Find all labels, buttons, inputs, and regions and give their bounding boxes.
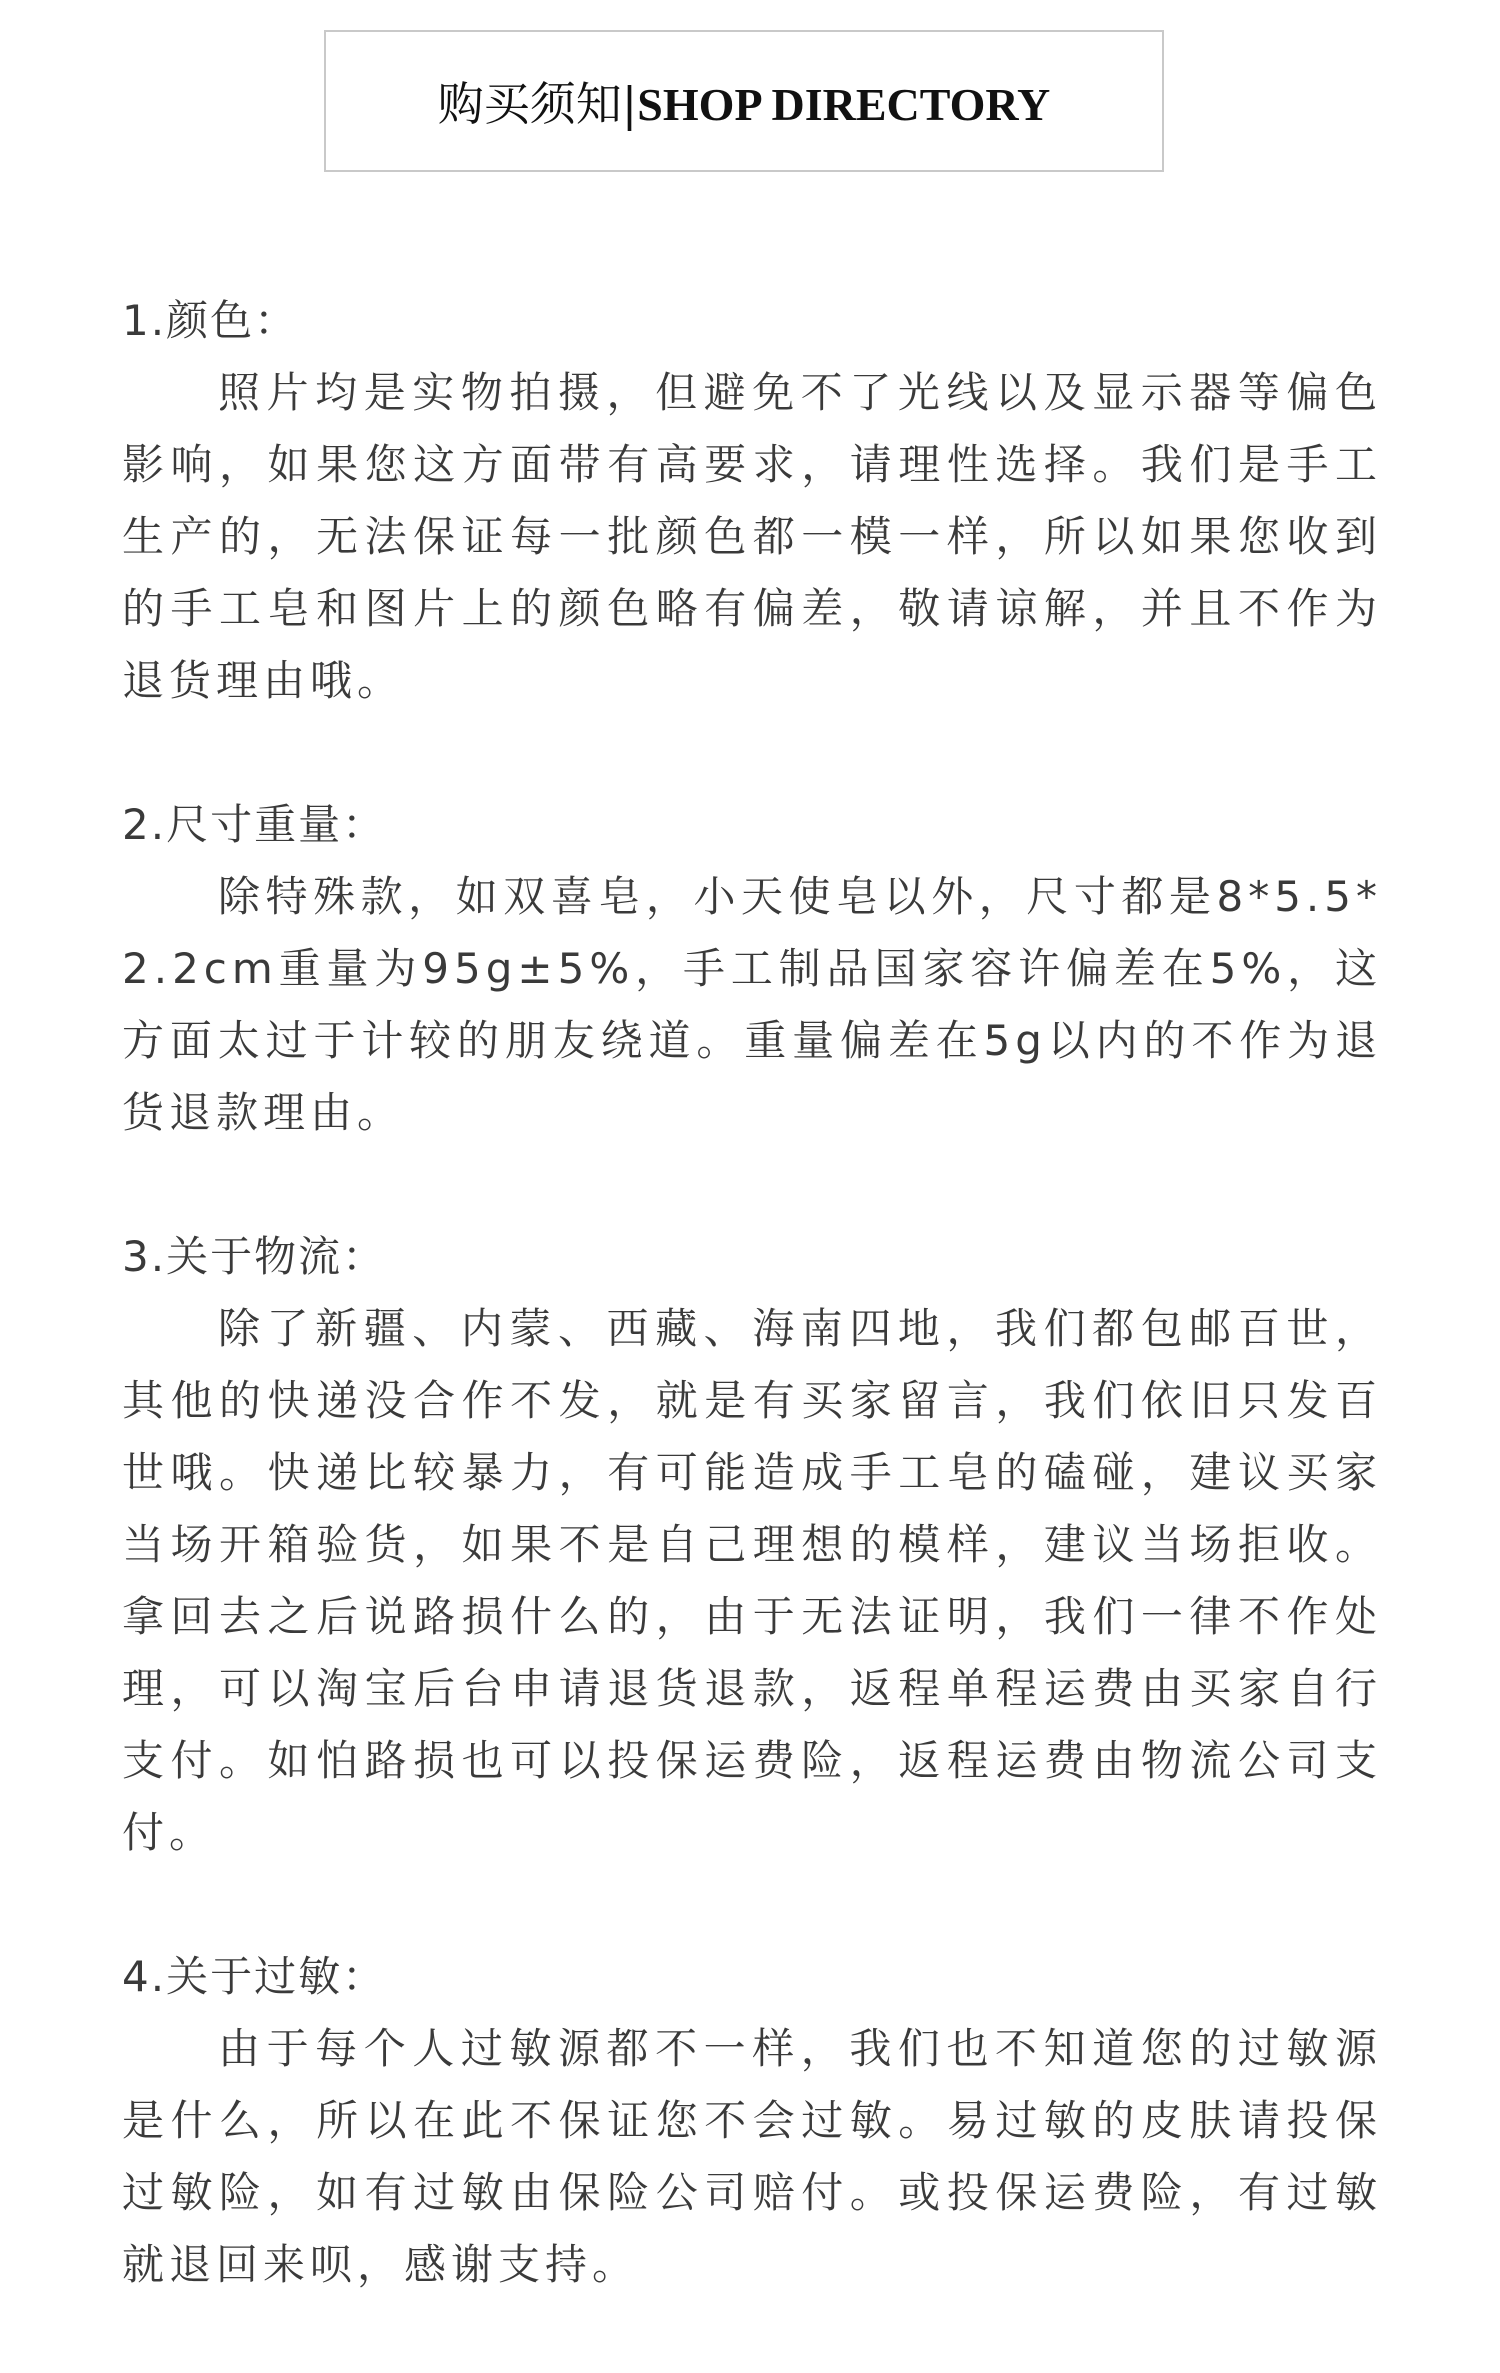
section-heading: 3.关于物流： <box>122 1232 387 1281</box>
section-body: 由于每个人过敏源都不一样，我们也不知道您的过敏源是什么，所以在此不保证您不会过敏。易过敏的皮肤请投保过敏险，如有过敏由保险公司赔付。或投保运费险，有过敏就退回来呗，感谢支持。 <box>122 2024 1382 2289</box>
page-title-en: SHOP DIRECTORY <box>637 79 1051 130</box>
section-heading: 4.关于过敏： <box>122 1952 387 2001</box>
section-body: 除特殊款，如双喜皂，小天使皂以外，尺寸都是8*5.5*2.2cm重量为95g±5%，手工制品国家容许偏差在5%，这方面太过于计较的朋友绕道。重量偏差在5g以内的不作为退货退款理由。 <box>122 872 1382 1137</box>
section-body: 照片均是实物拍摄，但避免不了光线以及显示器等偏色影响，如果您这方面带有高要求，请理性选择。我们是手工生产的，无法保证每一批颜色都一模一样，所以如果您收到的手工皂和图片上的颜色略有偏差，敬请谅解，并且不作为退货理由哦。 <box>122 368 1382 705</box>
page-title <box>438 68 1050 134</box>
section-heading: 1.颜色： <box>122 296 299 345</box>
section-body: 除了新疆、内蒙、西藏、海南四地，我们都包邮百世，其他的快递没合作不发，就是有买家留言，我们依旧只发百世哦。快递比较暴力，有可能造成手工皂的磕碰，建议买家当场开箱验货，如果不是自己理想的模样，建议当场拒收。拿回去之后说路损什么的，由于无法证明，我们一律不作处理，可以淘宝后台申请退货退款，返程单程运费由买家自行支付。如怕路损也可以投保运费险，返程运费由物流公司支付。 <box>122 1304 1382 1857</box>
section-logistics <box>122 1221 1382 1869</box>
section-size-weight <box>122 789 1382 1149</box>
page-title-zh: 购买须知| <box>437 77 638 131</box>
section-heading: 2.尺寸重量： <box>122 800 387 849</box>
section-color <box>122 285 1382 717</box>
title-box <box>324 30 1164 172</box>
section-allergy <box>122 1941 1382 2301</box>
notice-content <box>122 285 1382 2373</box>
